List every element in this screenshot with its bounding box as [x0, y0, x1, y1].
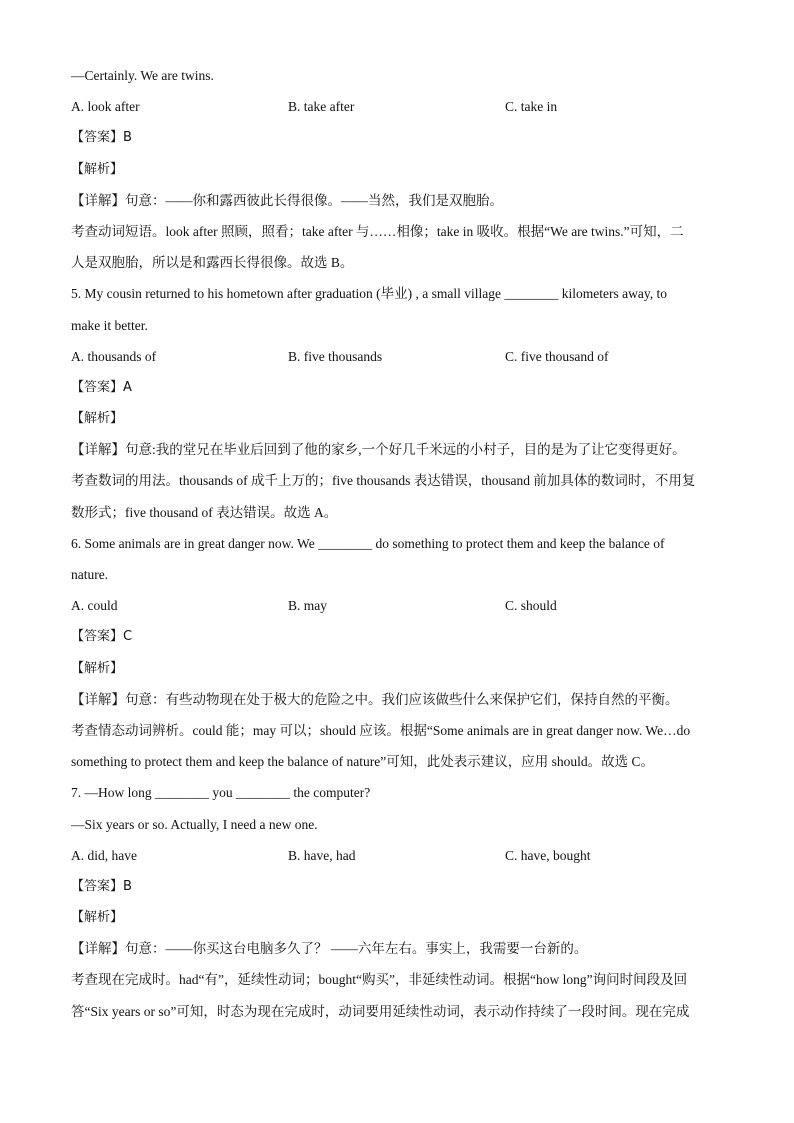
- option-c: C. should: [505, 598, 557, 614]
- text-line: 考查数词的用法。thousands of 成千上万的；five thousands 表达错误，thousand 前加具体的数词时，不用复: [71, 473, 696, 489]
- option-a: A. did, have: [71, 847, 137, 863]
- text-line: nature.: [71, 567, 109, 582]
- answer-options: [71, 840, 721, 871]
- option-a: A. thousands of: [71, 348, 157, 364]
- option-a: A. look after: [71, 99, 140, 115]
- section-tag: 【解析】: [71, 660, 124, 676]
- text-line: —Certainly. We are twins.: [71, 68, 214, 83]
- text-line: something to protect them and keep the balance of nature”可知，此处表示建议，应用 should。故选 C。: [71, 754, 655, 770]
- text-line: —Six years or so. Actually, I need a new one.: [71, 816, 318, 832]
- text-line: 7. —How long ________ you ________ the computer?: [71, 785, 371, 801]
- text-line: 6. Some animals are in great danger now. We ________ do something to protect them and keep the balance of: [71, 535, 665, 551]
- text-line: 【详解】句意：——你买这台电脑多久了？ ——六年左右。事实上，我需要一台新的。: [71, 941, 588, 957]
- answer-options: [71, 341, 721, 372]
- section-tag: 【答案】A: [71, 379, 132, 395]
- option-c: C. take in: [505, 99, 558, 115]
- answer-options: [71, 590, 721, 621]
- section-tag: 【解析】: [71, 411, 124, 427]
- text-line: 【详解】句意：——你和露西彼此长得很像。——当然，我们是双胞胎。: [71, 192, 503, 208]
- option-b: B. take after: [288, 99, 355, 115]
- option-a: A. could: [71, 598, 118, 614]
- section-tag: 【解析】: [71, 910, 124, 926]
- text-line: 人是双胞胎，所以是和露西长得很像。故选 B。: [71, 255, 354, 271]
- text-line: 数形式；five thousand of 表达错误。故选 A。: [71, 504, 338, 520]
- option-b: B. five thousands: [288, 348, 383, 364]
- text-line: make it better.: [71, 317, 148, 333]
- option-b: B. may: [288, 598, 327, 614]
- text-line: 考查动词短语。look after 照顾，照看；take after 与……相像；take in 吸收。根据“We are twins.”可知，二: [71, 223, 684, 239]
- option-b: B. have, had: [288, 847, 356, 863]
- section-tag: 【解析】: [71, 161, 124, 177]
- text-line: 5. My cousin returned to his hometown after graduation (毕业) , a small village ________ kilometers away, to: [71, 286, 667, 302]
- text-line: 考查现在完成时。had“有”，延续性动词；bought“购买”，非延续性动词。根据“how long”询问时间段及回: [71, 972, 688, 988]
- answer-options: [71, 91, 721, 122]
- section-tag: 【答案】B: [71, 878, 132, 894]
- text-line: 【详解】句意：有些动物现在处于极大的危险之中。我们应该做些什么来保护它们，保持自然的平衡。: [71, 691, 679, 707]
- text-line: 考查情态动词辨析。could 能；may 可以；should 应该。根据“Some animals are in great danger now. We…do: [71, 722, 691, 738]
- text-line: 【详解】句意:我的堂兄在毕业后回到了他的家乡,一个好几千米远的小村子，目的是为了让它变得更好。: [71, 442, 686, 458]
- option-c: C. have, bought: [505, 847, 591, 863]
- option-c: C. five thousand of: [505, 348, 609, 364]
- section-tag: 【答案】C: [71, 629, 133, 645]
- section-tag: 【答案】B: [71, 130, 132, 146]
- text-line: 答“Six years or so”可知，时态为现在完成时，动词要用延续性动词，表示动作持续了一段时间。现在完成: [71, 1003, 690, 1019]
- document-page: [71, 60, 721, 1027]
